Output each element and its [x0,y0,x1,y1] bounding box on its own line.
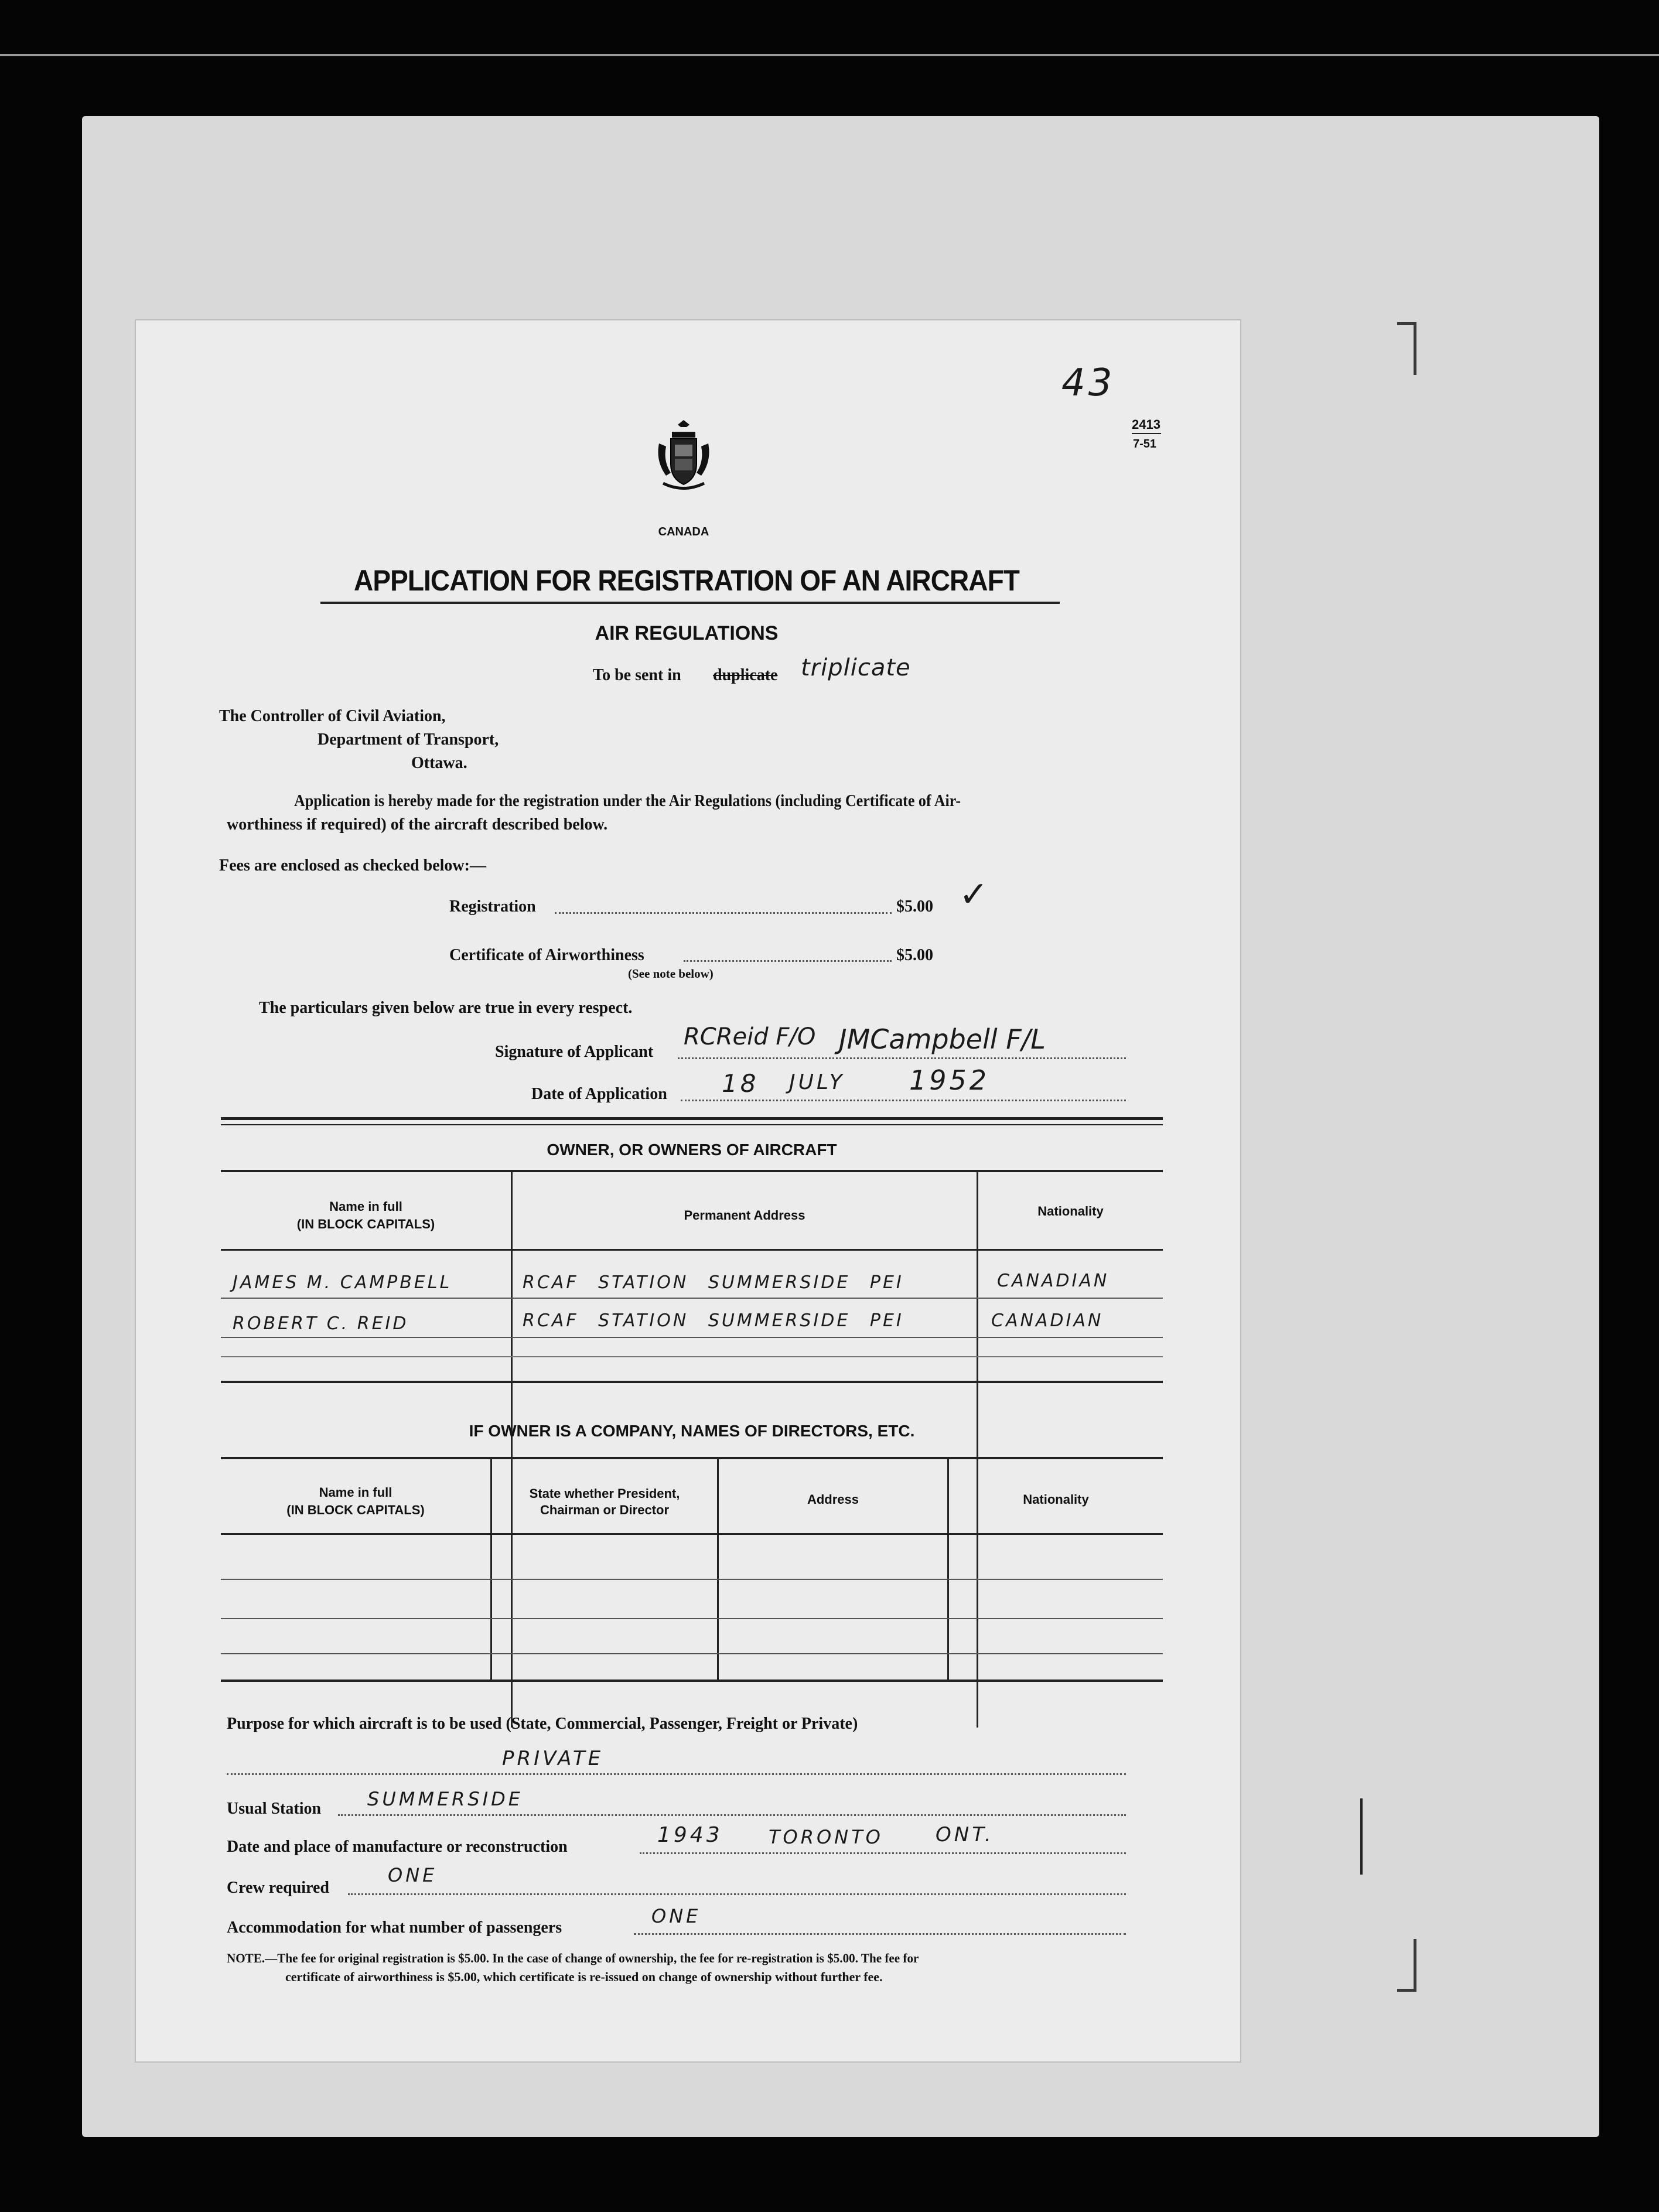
company-col-nationality: Nationality [1023,1492,1089,1507]
purpose-value: PRIVATE [502,1747,604,1770]
accommodation-label: Accommodation for what number of passengers [227,1919,562,1937]
manufacture-year: 1943 [657,1823,723,1847]
company-col-divider-2 [717,1458,719,1681]
form-code: 2413 [1132,417,1160,432]
company-heading: IF OWNER IS A COMPANY, NAMES OF DIRECTORS, ETC. [469,1422,915,1440]
coat-of-arms-icon [654,420,713,496]
company-col-role-1: State whether President, [529,1486,680,1501]
owners-bottom-rule [221,1381,1163,1383]
date-month: JULY [789,1070,845,1094]
date-year: 1952 [909,1064,990,1096]
owners-col-name-2: (IN BLOCK CAPITALS) [296,1217,435,1231]
accommodation-line [634,1933,1126,1935]
owner-nationality: CANADIAN [991,1310,1104,1331]
owners-top-rule-thin [221,1124,1163,1125]
owners-col-name-1: Name in full [329,1199,402,1214]
signature-value-1: RCReid F/O [684,1023,816,1050]
usual-station-value: SUMMERSIDE [367,1788,524,1810]
manufacture-line [640,1852,1126,1854]
owners-col-divider-2 [977,1171,978,1728]
airworthiness-note: (See note below) [628,967,714,981]
airworthiness-fee-amount: $5.00 [896,946,933,964]
signature-label: Signature of Applicant [495,1043,654,1061]
subtitle: AIR REGULATIONS [595,622,779,644]
application-text-1: Application is hereby made for the registration under the Air Regulations (including Certificate of Air- [294,792,961,810]
sent-in-struck: duplicate [713,666,778,684]
airworthiness-fee-label: Certificate of Airworthiness [449,946,644,964]
registration-fee-check: ✓ [959,874,992,915]
application-form [135,319,1241,2063]
form-code-rule [1132,433,1161,434]
owners-row-rule-3 [221,1356,1163,1357]
owners-row-rule-1 [221,1298,1163,1299]
fees-heading: Fees are enclosed as checked below:— [219,856,486,875]
addressee-line-3: Ottawa. [411,754,467,772]
particulars-statement: The particulars given below are true in every respect. [259,999,633,1017]
owners-col-divider-1 [511,1171,513,1728]
company-top-rule [221,1457,1163,1459]
owners-col-nationality: Nationality [1037,1204,1104,1218]
company-row-rule-1 [221,1579,1163,1580]
owners-col-address: Permanent Address [684,1208,805,1223]
note-line-2: certificate of airworthiness is $5.00, which certificate is re-issued on change of ownership without further fee. [285,1969,883,1984]
crew-line [348,1893,1126,1895]
owner-name: ROBERT C. REID [233,1313,409,1334]
owners-row-rule-2 [221,1337,1163,1338]
owner-address: RCAF STATION SUMMERSIDE PEI [523,1272,904,1293]
owners-header-top-rule [221,1170,1163,1172]
addressee-line-2: Department of Transport, [318,730,499,749]
title-underline [320,602,1060,604]
date-label: Date of Application [531,1085,667,1103]
company-header-bottom-rule [221,1533,1163,1535]
manufacture-province: ONT. [936,1823,994,1846]
margin-mark [1360,1798,1363,1875]
date-line [681,1100,1126,1101]
manufacture-label: Date and place of manufacture or reconstruction [227,1838,568,1856]
company-row-rule-2 [221,1618,1163,1619]
sent-in-prefix: To be sent in [593,666,681,684]
owner-nationality: CANADIAN [997,1271,1110,1291]
owner-address: RCAF STATION SUMMERSIDE PEI [523,1310,904,1331]
crew-value: ONE [388,1864,438,1886]
airworthiness-fee-dots [684,960,892,962]
company-col-role-2: Chairman or Director [540,1503,670,1517]
owner-name: JAMES M. CAMPBELL [233,1272,452,1293]
registration-fee-dots [555,912,892,914]
scan-top-line [0,54,1659,56]
company-bottom-rule [221,1680,1163,1682]
addressee-line-1: The Controller of Civil Aviation, [219,707,446,725]
owners-top-rule [221,1117,1163,1120]
form-date: 7-51 [1133,438,1157,450]
company-col-divider-3 [947,1458,949,1681]
page-number-mark: 43 [1061,361,1115,405]
crew-label: Crew required [227,1879,329,1897]
crest-label: CANADA [658,525,709,538]
registration-fee-label: Registration [449,897,536,916]
company-col-name-2: (IN BLOCK CAPITALS) [286,1503,425,1517]
usual-station-label: Usual Station [227,1800,322,1818]
application-text-2: worthiness if required) of the aircraft described below. [227,815,608,834]
signature-line [678,1057,1126,1059]
usual-station-line [338,1814,1126,1816]
signature-value-2: JMCampbell F/L [839,1023,1046,1055]
company-row-rule-3 [221,1653,1163,1654]
page-title: APPLICATION FOR REGISTRATION OF AN AIRCRAFT [354,564,1019,597]
purpose-label: Purpose for which aircraft is to be used (State, Commercial, Passenger, Freight or Private) [227,1715,858,1733]
registration-fee-amount: $5.00 [896,897,933,916]
sent-in-handwritten: triplicate [801,654,911,681]
company-col-name-1: Name in full [319,1485,392,1500]
note-line-1: NOTE.—The fee for original registration is $5.00. In the case of change of ownership, the fee for re-registration is $5.00. The fee for [227,1951,919,1965]
owners-heading: OWNER, OR OWNERS OF AIRCRAFT [547,1141,837,1159]
date-day: 18 [722,1069,759,1098]
owners-header-bottom-rule [221,1249,1163,1251]
manufacture-city: TORONTO [769,1826,883,1848]
corner-bracket-bottom [1397,1939,1416,1992]
company-col-address: Address [807,1492,859,1507]
purpose-line [227,1773,1126,1775]
corner-bracket-top [1397,322,1416,375]
accommodation-value: ONE [651,1905,701,1927]
